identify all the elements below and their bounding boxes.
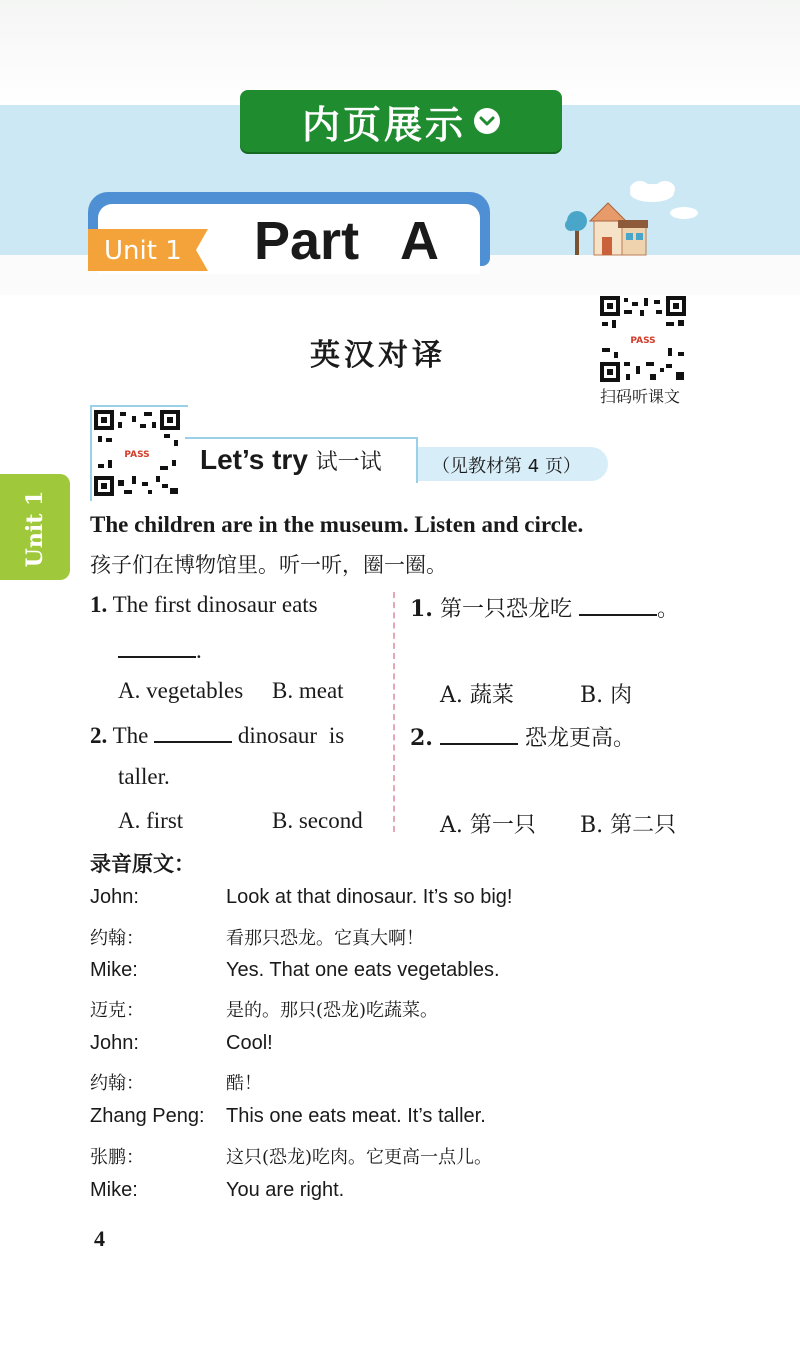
question-2-en: 2. The dinosaur is — [90, 723, 345, 748]
question-2-cn-option-a[interactable]: A. 第一只 — [440, 813, 536, 838]
transcript-title: 录音原文： — [90, 851, 195, 876]
house-icon — [590, 203, 648, 255]
chevron-down-icon[interactable] — [474, 108, 500, 134]
transcript-speaker: John: — [90, 1032, 139, 1054]
transcript-speaker: 迈克： — [90, 1000, 144, 1021]
side-unit-label: Unit 1 — [22, 490, 48, 568]
lets-try-title — [200, 444, 382, 476]
showcase-banner — [240, 90, 562, 152]
transcript-speaker: 张鹏： — [90, 1147, 144, 1168]
question-2-en-option-b[interactable]: B. second — [272, 808, 363, 833]
transcript-line: Yes. That one eats vegetables. — [226, 959, 500, 981]
cloud-icon — [630, 181, 698, 219]
transcript-speaker: 约翰： — [90, 1073, 144, 1094]
transcript-line: You are right. — [226, 1179, 345, 1201]
question-1-cn-option-a[interactable]: A. 蔬菜 — [440, 683, 514, 708]
transcript-speaker: 约翰： — [90, 928, 144, 949]
question-1-en-option-a[interactable]: A. vegetables — [118, 678, 244, 703]
answer-blank[interactable] — [579, 594, 657, 616]
banner-title: 内页展示 — [301, 102, 466, 147]
lets-try-en: Let’s try — [200, 444, 308, 475]
transcript-speaker: Zhang Peng: — [90, 1105, 205, 1127]
transcript-line: 看那只恐龙。它真大啊！ — [226, 928, 424, 949]
transcript-line: 酷！ — [226, 1073, 262, 1094]
house-illustration — [560, 175, 710, 265]
transcript-line: Cool! — [226, 1032, 273, 1054]
textbook-reference: （见教材第 4 页） — [432, 456, 581, 477]
question-1-en-blank: . — [118, 636, 202, 664]
unit-tab-label: Unit 1 — [104, 236, 182, 266]
question-1-en: 1. The first dinosaur eats — [90, 592, 318, 617]
question-1-cn: 1. 第一只恐龙吃 。 — [410, 596, 679, 622]
column-divider — [393, 592, 395, 832]
transcript-speaker: Mike: — [90, 959, 138, 981]
question-2-cn: 2. 恐龙更高。 — [410, 725, 635, 751]
lets-try-cn: 试一试 — [315, 450, 382, 475]
question-2-en-cont: taller. — [118, 764, 170, 789]
transcript-line: 这只(恐龙)吃肉。它更高一点儿。 — [226, 1147, 493, 1168]
question-2-cn-option-b[interactable]: B. 第二只 — [580, 813, 677, 838]
part-title: Part A — [254, 211, 440, 271]
answer-blank[interactable] — [118, 636, 196, 658]
instruction-en: The children are in the museum. Listen and circle. — [90, 512, 584, 537]
section-title: 英汉对译 — [310, 338, 446, 373]
qr-code-icon[interactable] — [600, 296, 686, 382]
transcript-speaker: Mike: — [90, 1179, 138, 1201]
question-1-en-option-b[interactable]: B. meat — [272, 678, 344, 703]
qr-code-icon[interactable] — [94, 410, 180, 496]
question-1-cn-option-b[interactable]: B. 肉 — [580, 683, 633, 708]
instruction-cn: 孩子们在博物馆里。听一听，圈一圈。 — [90, 553, 447, 577]
question-2-en-option-a[interactable]: A. first — [118, 808, 184, 833]
qr-badge: PASS — [630, 336, 656, 346]
transcript-line: This one eats meat. It’s taller. — [226, 1105, 486, 1127]
answer-blank[interactable] — [440, 723, 518, 745]
answer-blank[interactable] — [154, 721, 232, 743]
transcript-speaker: John: — [90, 886, 139, 908]
tree-icon — [565, 211, 587, 255]
qr-caption: 扫码听课文 — [600, 387, 681, 406]
transcript-line: Look at that dinosaur. It’s so big! — [226, 886, 513, 908]
transcript-line: 是的。那只(恐龙)吃蔬菜。 — [226, 1000, 439, 1021]
qr-badge: PASS — [124, 450, 150, 460]
page-number: 4 — [94, 1226, 105, 1251]
